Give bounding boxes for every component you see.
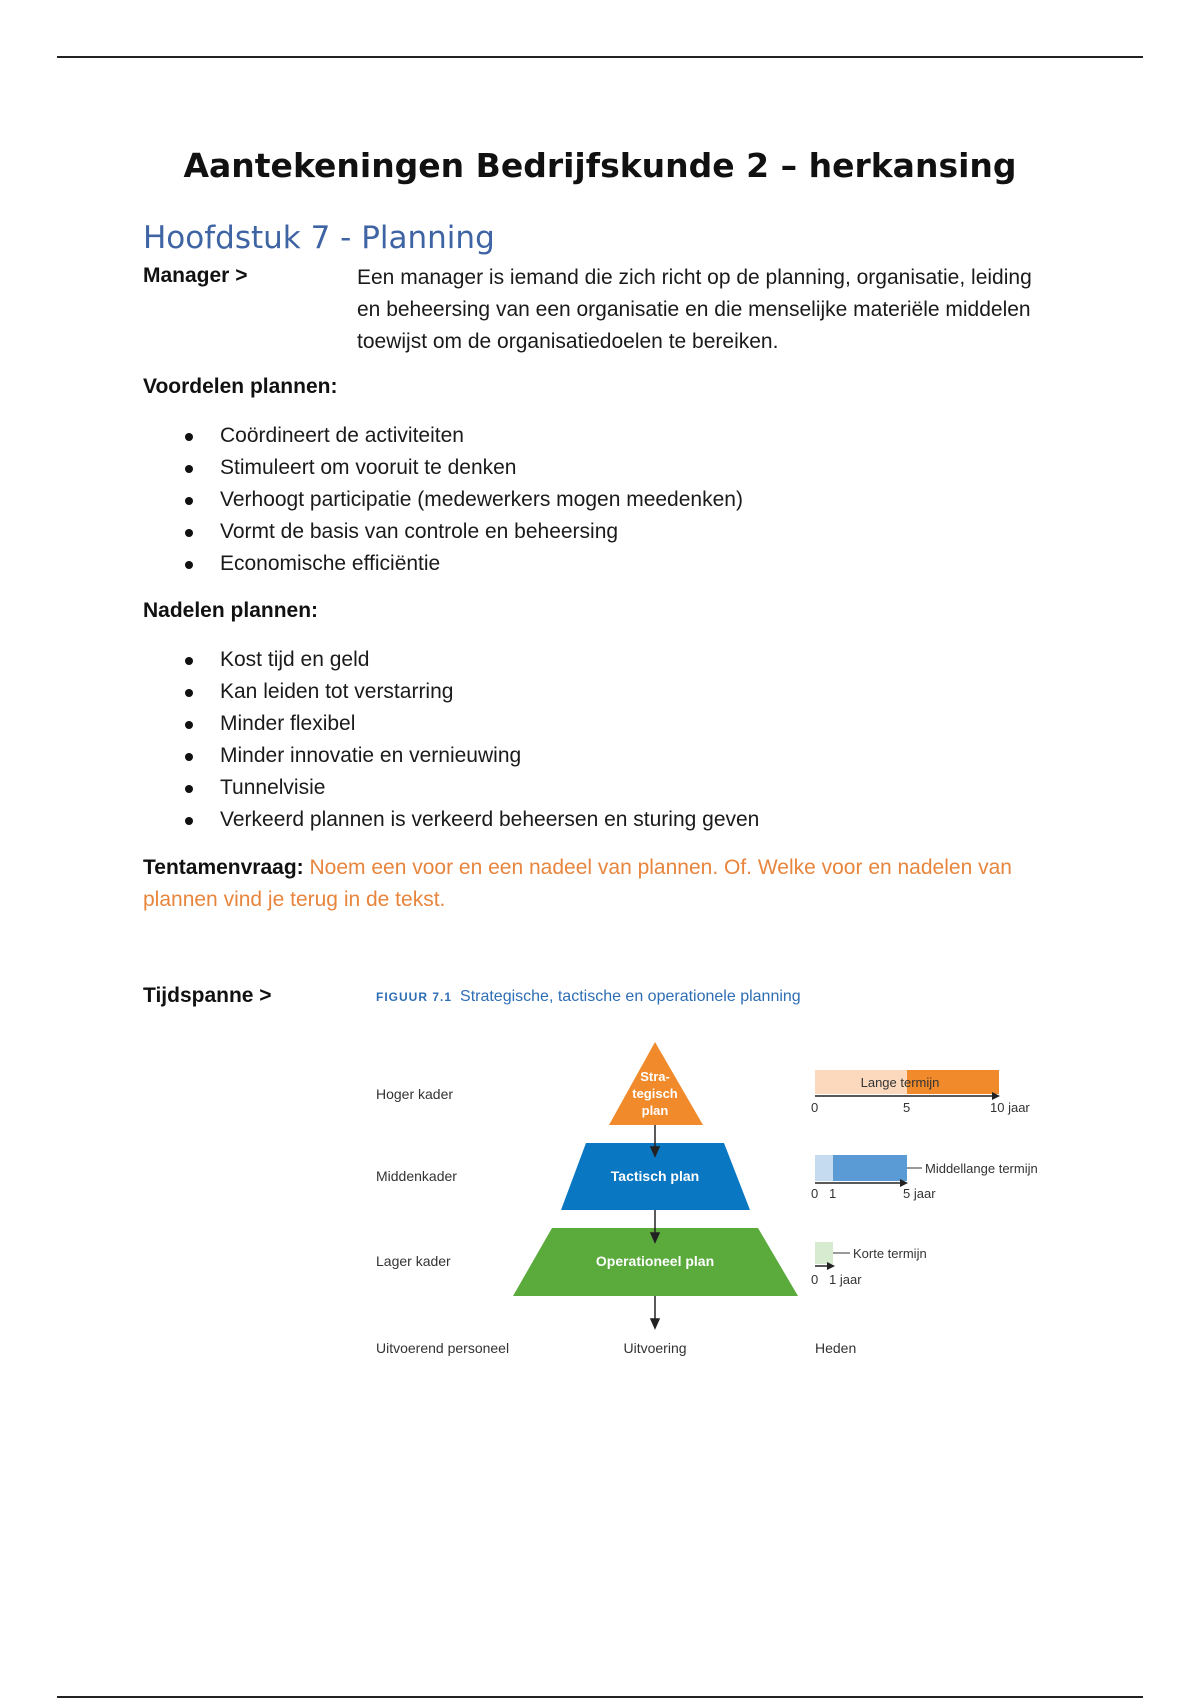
- list-item: Kan leiden tot verstarring: [182, 676, 759, 708]
- operational-plan-label: Operationeel plan: [595, 1253, 715, 1269]
- tactical-plan-label: Tactisch plan: [610, 1168, 700, 1184]
- strategic-plan-label: Stra-: [640, 1069, 670, 1084]
- figure-caption-text: Strategische, tactische en operationele planning: [460, 988, 801, 1005]
- long-term-label: Lange termijn: [860, 1075, 940, 1090]
- tick-label: 1: [829, 1186, 837, 1201]
- tick-label: 0: [811, 1186, 819, 1201]
- list-item: Vormt de basis van controle en beheersing: [182, 516, 743, 548]
- tick-label: 5: [903, 1100, 911, 1115]
- exam-label: Tentamenvraag:: [143, 856, 304, 879]
- list-item: Tunnelvisie: [182, 772, 759, 804]
- nadelen-heading: Nadelen plannen:: [143, 599, 319, 622]
- bottom-rule: [57, 1696, 1143, 1698]
- short-term-label: Korte termijn: [853, 1246, 927, 1261]
- tick-label: 0: [811, 1272, 819, 1287]
- strategic-plan-label: plan: [641, 1103, 669, 1118]
- tick-label: 10 jaar: [990, 1100, 1030, 1115]
- medium-term-bar-dark: [833, 1155, 907, 1181]
- medium-term-label: Middellange termijn: [925, 1161, 1038, 1176]
- level-label: Hoger kader: [376, 1086, 454, 1102]
- list-item: Kost tijd en geld: [182, 644, 759, 676]
- exam-question-text: Noem een voor en een nadeel van plannen. Of. Welke voor en nadelen van plannen vind je terug in de tekst.: [143, 856, 1012, 911]
- list-item: Stimuleert om vooruit te denken: [182, 452, 743, 484]
- list-item: Verhoogt participatie (medewerkers mogen meedenken): [182, 484, 743, 516]
- document-title: Aantekeningen Bedrijfskunde 2 – herkansing: [183, 146, 1017, 185]
- tick-label: 0: [811, 1100, 819, 1115]
- tijdspanne-label: Tijdspanne >: [143, 984, 272, 1007]
- list-item: Minder innovatie en vernieuwing: [182, 740, 759, 772]
- execution-label: Uitvoering: [623, 1340, 687, 1356]
- short-term-bar: [815, 1242, 833, 1264]
- tick-label: 1 jaar: [829, 1272, 862, 1287]
- manager-definition: Een manager is iemand die zich richt op de planning, organisatie, leiding en beheersing van een organisatie en die menselijke materiële middelen toewijst om de organisatiedoelen te bereiken.: [357, 266, 1032, 353]
- list-item: Verkeerd plannen is verkeerd beheersen en sturing geven: [182, 804, 759, 836]
- now-label: Heden: [815, 1340, 857, 1356]
- list-item: Economische efficiëntie: [182, 548, 743, 580]
- chapter-heading: Hoofdstuk 7 - Planning: [143, 220, 495, 256]
- level-label: Middenkader: [376, 1168, 457, 1184]
- tick-label: 5 jaar: [903, 1186, 936, 1201]
- list-item: Minder flexibel: [182, 708, 759, 740]
- manager-label: Manager >: [143, 264, 248, 287]
- level-label: Uitvoerend personeel: [376, 1340, 510, 1356]
- list-item: Coördineert de activiteiten: [182, 420, 743, 452]
- voordelen-heading: Voordelen plannen:: [143, 375, 338, 398]
- arrow-head: [651, 1319, 659, 1328]
- level-label: Lager kader: [376, 1253, 451, 1269]
- figure-number: FIGUUR 7.1: [376, 990, 453, 1004]
- strategic-plan-label: tegisch: [632, 1086, 678, 1101]
